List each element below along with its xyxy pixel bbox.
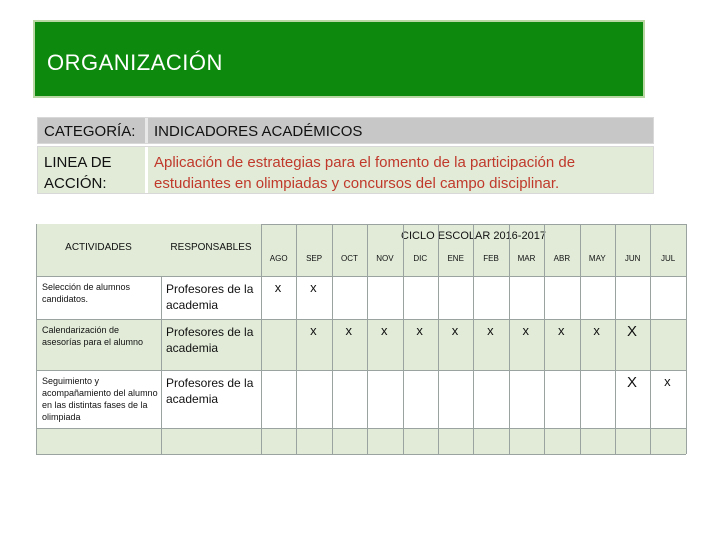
- grid-line: [36, 319, 686, 320]
- month-header-may: MAY: [588, 254, 606, 263]
- page-title: ORGANIZACIÓN: [47, 50, 223, 75]
- header-actividades: ACTIVIDADES: [65, 242, 132, 253]
- responsible-cell: Profesores de la academia: [166, 282, 254, 312]
- schedule-table: [36, 224, 686, 454]
- grid-line: [261, 224, 686, 225]
- header-responsables: RESPONSABLES: [170, 242, 252, 253]
- schedule-mark: x: [664, 374, 671, 389]
- schedule-mark: x: [345, 323, 353, 338]
- activity-cell: Seguimiento y acompañamiento del alumno en las distintas fases de la olimpiada: [42, 376, 158, 422]
- categoria-row: [37, 117, 654, 144]
- grid-line: [36, 224, 37, 454]
- schedule-mark: x: [522, 323, 530, 338]
- grid-line: [36, 454, 686, 455]
- schedule-mark: x: [310, 280, 317, 295]
- categoria-value: INDICADORES ACADÉMICOS: [154, 123, 363, 140]
- month-header-abr: ABR: [553, 254, 571, 263]
- month-header-jun: JUN: [624, 254, 641, 263]
- month-header-dic: DIC: [413, 254, 428, 263]
- grid-line: [36, 276, 686, 277]
- title-banner: [33, 20, 645, 98]
- month-header-ago: AGO: [269, 254, 288, 263]
- header-ciclo-escolar: CICLO ESCOLAR 2016-2017: [401, 230, 546, 242]
- linea-accion-row: [37, 146, 654, 194]
- column-divider: [145, 147, 148, 193]
- month-header-jul: JUL: [660, 254, 676, 263]
- month-header-feb: FEB: [483, 254, 499, 263]
- schedule-mark: x: [416, 323, 423, 338]
- schedule-mark: x: [451, 323, 459, 338]
- table-row: [36, 428, 686, 454]
- month-header-sep: SEP: [306, 254, 323, 263]
- schedule-mark: X: [626, 374, 637, 391]
- column-divider: [145, 118, 148, 143]
- month-header-nov: NOV: [376, 254, 394, 263]
- grid-line: [686, 224, 687, 454]
- schedule-mark: x: [310, 323, 317, 338]
- grid-line: [36, 370, 686, 371]
- responsible-cell: Profesores de la academia: [166, 325, 254, 355]
- schedule-mark: x: [593, 323, 600, 338]
- schedule-mark: x: [380, 323, 388, 338]
- categoria-label: CATEGORÍA:: [44, 123, 136, 140]
- schedule-mark: x: [274, 280, 282, 295]
- schedule-mark: X: [626, 323, 637, 340]
- schedule-mark: x: [557, 323, 565, 338]
- activity-cell: Selección de alumnos candidatos.: [42, 282, 131, 304]
- month-header-ene: ENE: [447, 254, 464, 263]
- month-header-mar: MAR: [517, 254, 536, 263]
- linea-accion-label: LINEA DE ACCIÓN:: [44, 154, 112, 192]
- linea-accion-value: Aplicación de estrategias para el fomento de la participación de estudiantes en olimpiadas y concursos del campo disciplinar.: [154, 154, 576, 192]
- responsible-cell: Profesores de la academia: [166, 376, 254, 406]
- schedule-mark: x: [487, 323, 494, 338]
- month-header-oct: OCT: [341, 254, 358, 263]
- activity-cell: Calendarización de asesorías para el alumno: [42, 325, 144, 347]
- grid-line: [36, 428, 686, 429]
